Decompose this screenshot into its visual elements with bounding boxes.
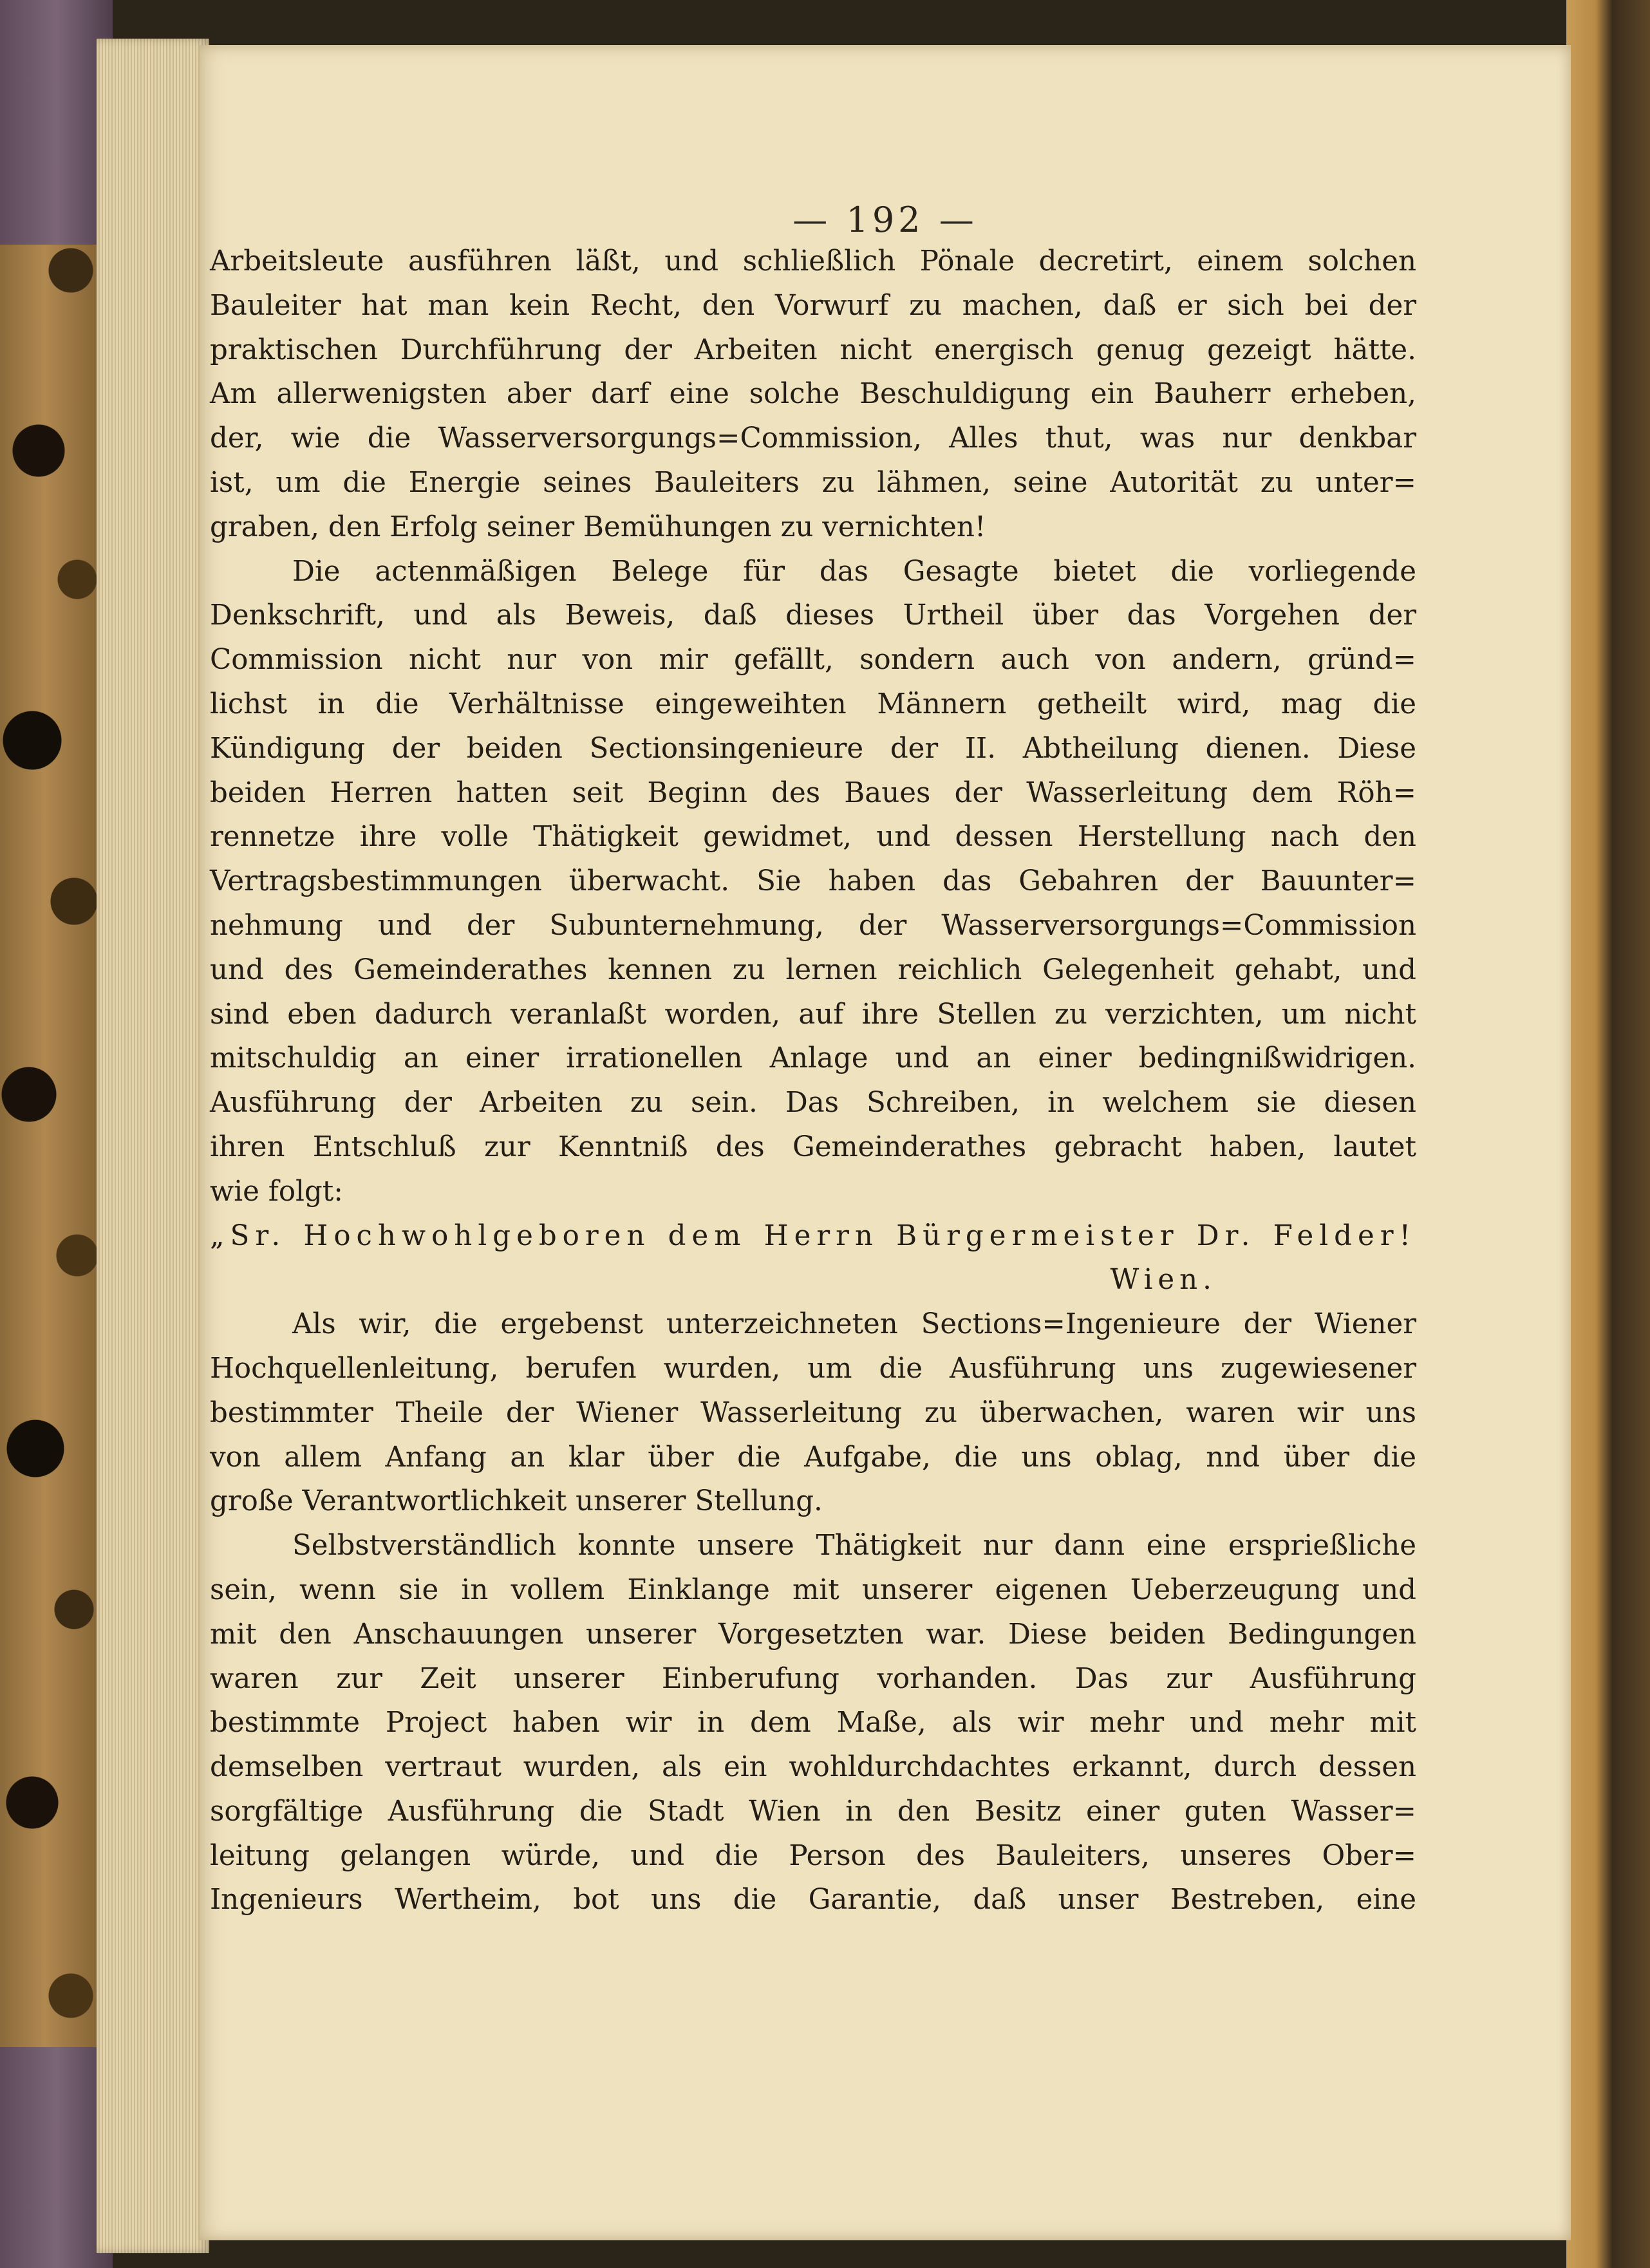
text-line: Als wir, die ergebenst unterzeichneten Sections=Ingenieure der Wiener [292,1308,1416,1341]
cover-cloth-top [0,0,113,245]
text-line: der, wie die Wasserversorgungs=Commission, Alles thut, was nur denkbar [210,422,1416,455]
text-line: rennetze ihre volle Thätigkeit gewidmet, und dessen Herstellung nach den [210,821,1416,854]
text-line: Denkschrift, und als Beweis, daß dieses Urtheil über das Vorgehen der [210,599,1416,632]
text-line: und des Gemeinderathes kennen zu lernen reichlich Gelegenheit gehabt, und [210,953,1416,986]
text-line: Ingenieurs Wertheim, bot uns die Garantie, daß unser Bestreben, eine [210,1884,1416,1917]
text-line: Selbstverständlich konnte unsere Thätigkeit nur dann eine ersprießliche [292,1530,1416,1562]
text-line: große Verantwortlichkeit unserer Stellung. [210,1485,823,1518]
text-line: Bauleiter hat man kein Recht, den Vorwurf zu machen, daß er sich bei der [210,289,1416,322]
body-text [210,239,1416,1922]
text-line: mit den Anschauungen unserer Vorgesetzten war. Diese beiden Bedingungen [210,1618,1416,1651]
text-line: waren zur Zeit unserer Einberufung vorhanden. Das zur Ausführung [210,1662,1416,1695]
text-line: Vertragsbestimmungen überwacht. Sie haben das Gebahren der Bauunter= [210,865,1416,898]
text-line: leitung gelangen würde, und die Person des Bauleiters, unseres Ober= [210,1839,1416,1872]
letter-salutation: „Sr. Hochwohlgeboren dem Herrn Bürgermeister Dr. Felder! [210,1219,1416,1252]
text-line: beiden Herren hatten seit Beginn des Baues der Wasserleitung dem Röh= [210,776,1416,809]
text-line: von allem Anfang an klar über die Aufgabe, die uns oblag, nnd über die [210,1441,1416,1474]
text-line: Hochquellenleitung, berufen wurden, um die Ausführung uns zugewiesener [210,1352,1416,1385]
text-line: Arbeitsleute ausführen läßt, und schließlich Pönale decretirt, einem solchen [210,245,1416,277]
text-line: Die actenmäßigen Belege für das Gesagte bietet die vorliegende [292,555,1416,588]
text-line: lichst in die Verhältnisse eingeweihten Männern getheilt wird, mag die [210,688,1416,720]
text-line: sein, wenn sie in vollem Einklange mit unserer eigenen Ueberzeugung und [210,1573,1416,1606]
text-line: Am allerwenigsten aber darf eine solche Beschuldigung ein Bauherr erheben, [210,378,1416,411]
text-line: demselben vertraut wurden, als ein wohldurchdachtes erkannt, durch dessen [210,1751,1416,1784]
page-edges [97,39,209,2253]
text-line: mitschuldig an einer irrationellen Anlage und an einer bedingnißwidrigen. [210,1042,1416,1075]
text-line: Kündigung der beiden Sectionsingenieure der II. Abtheilung dienen. Diese [210,732,1416,765]
text-line: sind eben dadurch veranlaßt worden, auf ihre Stellen zu verzichten, um nicht [210,998,1416,1031]
text-line: sorgfältige Ausführung die Stadt Wien in den Besitz einer guten Wasser= [210,1795,1416,1828]
text-line: nehmung und der Subunternehmung, der Wasserversorgungs=Commission [210,909,1416,942]
text-line: praktischen Durchführung der Arbeiten nicht energisch genug gezeigt hätte. [210,333,1416,366]
book-cover-left [0,0,113,2268]
text-line: Commission nicht nur von mir gefällt, sondern auch von andern, gründ= [210,644,1416,677]
text-line: bestimmte Project haben wir in dem Maße, als wir mehr und mehr mit [210,1707,1416,1739]
text-line: Ausführung der Arbeiten zu sein. Das Schreiben, in welchem sie diesen [210,1087,1416,1120]
text-line: wie folgt: [210,1175,343,1208]
text-line: ist, um die Energie seines Bauleiters zu lähmen, seine Autorität zu unter= [210,466,1416,499]
text-line: graben, den Erfolg seiner Bemühungen zu vernichten! [210,511,986,543]
text-line: bestimmter Theile der Wiener Wasserleitung zu überwachen, waren wir uns [210,1396,1416,1429]
book-right-edge [1566,0,1650,2268]
letter-place: Wien. [1110,1264,1217,1297]
page-number: — 192 — [792,200,978,240]
text-line: ihren Entschluß zur Kenntniß des Gemeinderathes gebracht haben, lautet [210,1130,1416,1163]
cover-cloth-bottom [0,2047,113,2268]
